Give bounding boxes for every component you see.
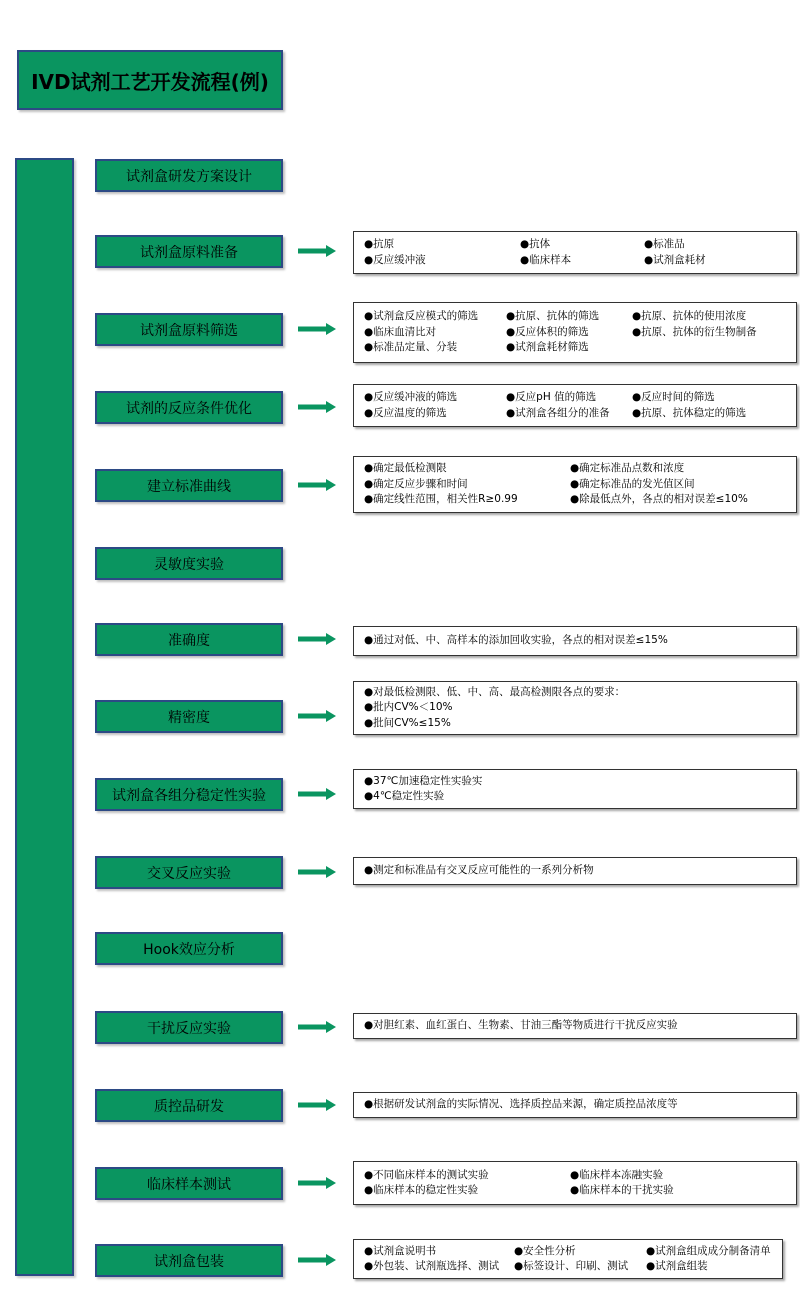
detail-item: ● 试剂盒耗材筛选 [506, 340, 626, 356]
page-title: IVD试剂工艺开发流程(例) [17, 50, 283, 110]
detail-item: ● 抗体 [520, 237, 638, 253]
detail-item: ● 临床样本 [520, 253, 638, 269]
detail-box [353, 626, 797, 656]
step-box: 干扰反应实验 [95, 1011, 283, 1044]
detail-box [353, 857, 797, 885]
step-box: 试剂盒原料准备 [95, 235, 283, 268]
arrow-right-icon [298, 633, 336, 645]
step-box: 试剂盒包装 [95, 1244, 283, 1277]
detail-item: ● 确定标准品点数和浓度 [570, 461, 788, 477]
arrow-right-icon [298, 1099, 336, 1111]
detail-item: ● 4℃稳定性实验 [364, 789, 788, 805]
detail-box [353, 769, 797, 809]
detail-item: ● 抗原、抗体的衍生物制备 [632, 325, 788, 341]
step-box: 准确度 [95, 623, 283, 656]
detail-item: ● 试剂盒说明书 [364, 1244, 508, 1260]
detail-box [353, 681, 797, 735]
detail-item: ● 测定和标准品有交叉反应可能性的一系列分析物 [364, 863, 788, 879]
detail-item: ● 确定反应步骤和时间 [364, 477, 564, 493]
detail-item: ● 根据研发试剂盒的实际情况、选择质控品来源，确定质控品浓度等 [364, 1097, 788, 1113]
detail-item: ● 批内CV%＜10% [364, 700, 788, 716]
arrow-right-icon [298, 788, 336, 800]
step-box: 试剂盒各组分稳定性实验 [95, 778, 283, 811]
detail-item: ● 试剂盒组装 [646, 1259, 774, 1275]
detail-box [353, 1013, 797, 1039]
arrow-right-icon [298, 710, 336, 722]
arrow-right-icon [298, 401, 336, 413]
detail-item: ● 临床样本的干扰实验 [570, 1183, 788, 1199]
arrow-right-icon [298, 323, 336, 335]
detail-item: ● 标签设计、印刷、测试 [514, 1259, 640, 1275]
detail-box [353, 456, 797, 513]
detail-item: ● 对最低检测限、低、中、高、最高检测限各点的要求： [364, 685, 788, 701]
step-box: 试剂盒研发方案设计 [95, 159, 283, 192]
detail-item: ● 不同临床样本的测试实验 [364, 1168, 564, 1184]
arrow-right-icon [298, 479, 336, 491]
detail-item: ● 通过对低、中、高样本的添加回收实验，各点的相对误差≤15% [364, 633, 788, 649]
step-box: 灵敏度实验 [95, 547, 283, 580]
detail-item: ● 37℃加速稳定性实验实 [364, 774, 788, 790]
detail-item: ● 安全性分析 [514, 1244, 640, 1260]
detail-item: ● 反应时间的筛选 [632, 390, 788, 406]
step-box: 建立标准曲线 [95, 469, 283, 502]
step-box: 试剂盒原料筛选 [95, 313, 283, 346]
detail-box [353, 1161, 797, 1205]
detail-item: ● 标准品定量、分装 [364, 340, 500, 356]
detail-item: ● 试剂盒耗材 [644, 253, 788, 269]
detail-item: ● 试剂盒反应模式的筛选 [364, 309, 500, 325]
timeline-bar [15, 158, 74, 1276]
detail-box [353, 1092, 797, 1118]
detail-item: ● 抗原、抗体的使用浓度 [632, 309, 788, 325]
detail-item: ● 反应体积的筛选 [506, 325, 626, 341]
detail-item: ● 除最低点外，各点的相对误差≤10% [570, 492, 788, 508]
arrow-right-icon [298, 1254, 336, 1266]
detail-item: ● 确定标准品的发光值区间 [570, 477, 788, 493]
arrow-right-icon [298, 245, 336, 257]
detail-item: ● 批间CV%≤15% [364, 716, 788, 732]
detail-item: ● 试剂盒组成成分制备清单 [646, 1244, 774, 1260]
detail-box [353, 384, 797, 427]
detail-item: ● 临床样本冻融实验 [570, 1168, 788, 1184]
detail-item: ● 反应温度的筛选 [364, 406, 500, 422]
detail-item: ● 对胆红素、血红蛋白、生物素、甘油三酯等物质进行干扰反应实验 [364, 1018, 788, 1034]
detail-item: ● 标准品 [644, 237, 788, 253]
detail-box [353, 1239, 783, 1279]
detail-item: ● 确定线性范围，相关性R≥0.99 [364, 492, 564, 508]
step-box: 精密度 [95, 700, 283, 733]
arrow-right-icon [298, 1177, 336, 1189]
detail-box [353, 231, 797, 274]
detail-item: ● 试剂盒各组分的准备 [506, 406, 626, 422]
detail-item: ● 反应缓冲液 [364, 253, 514, 269]
arrow-right-icon [298, 866, 336, 878]
step-box: 质控品研发 [95, 1089, 283, 1122]
detail-box [353, 302, 797, 363]
detail-item: ● 确定最低检测限 [364, 461, 564, 477]
detail-item: ● 反应pH 值的筛选 [506, 390, 626, 406]
detail-item: ● 外包装、试剂瓶选择、测试 [364, 1259, 508, 1275]
arrow-right-icon [298, 1021, 336, 1033]
detail-item: ● 抗原、抗体稳定的筛选 [632, 406, 788, 422]
detail-item: ● 抗原 [364, 237, 514, 253]
step-box: Hook效应分析 [95, 932, 283, 965]
detail-item: ● 临床血清比对 [364, 325, 500, 341]
detail-item: ● 反应缓冲液的筛选 [364, 390, 500, 406]
detail-item: ● 临床样本的稳定性实验 [364, 1183, 564, 1199]
step-box: 试剂的反应条件优化 [95, 391, 283, 424]
step-box: 交叉反应实验 [95, 856, 283, 889]
detail-item: ● 抗原、抗体的筛选 [506, 309, 626, 325]
step-box: 临床样本测试 [95, 1167, 283, 1200]
